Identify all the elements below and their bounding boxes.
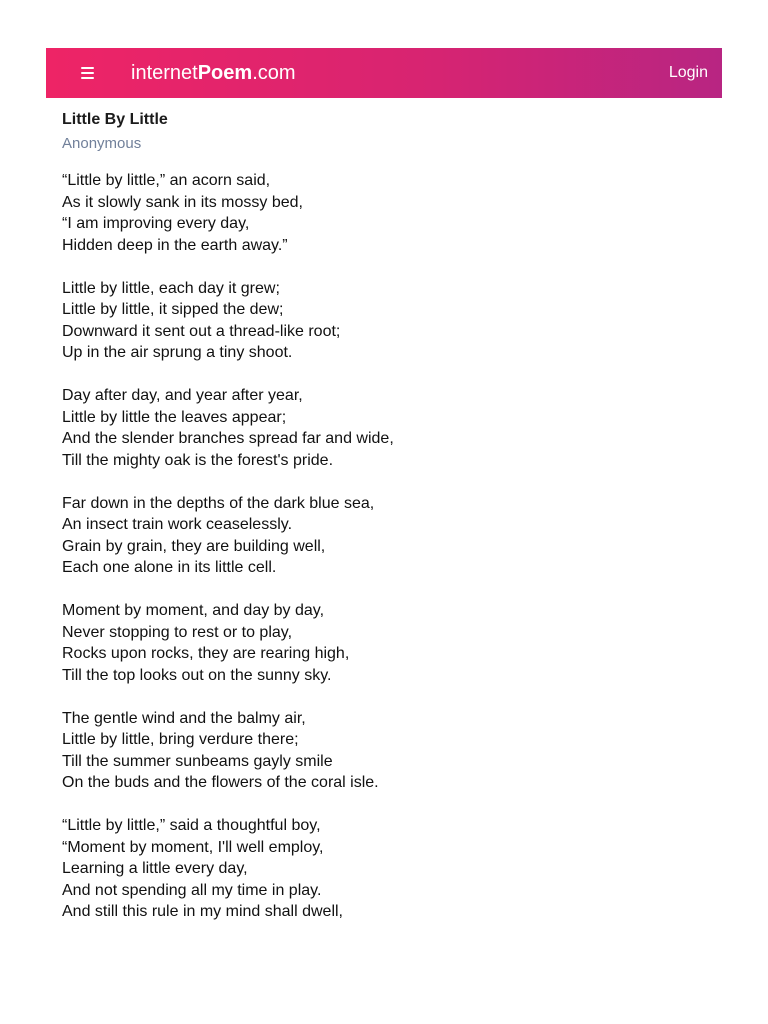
poem-line: Rocks upon rocks, they are rearing high, — [62, 645, 350, 662]
poem-line: Never stopping to rest or to play, — [62, 623, 293, 641]
poem-line: Till the mighty oak is the forest's pride. — [62, 451, 334, 469]
poem-line: Little by little, bring verdure there; — [62, 731, 299, 748]
poem-line: Each one alone in its little cell. — [62, 559, 277, 576]
poem-line: Day after day, and year after year, — [62, 387, 303, 404]
poem-line: “Little by little,” said a thoughtful boy, — [62, 817, 321, 834]
poem-line: And still this rule in my mind shall dwell, — [62, 903, 343, 920]
poem-line: Far down in the depths of the dark blue sea, — [62, 494, 375, 512]
poem-content — [62, 108, 702, 944]
login-link[interactable]: Login — [668, 64, 708, 81]
poem-line: The gentle wind and the balmy air, — [62, 709, 306, 727]
top-navbar — [46, 48, 722, 98]
poem-stanza — [62, 278, 702, 364]
poem-title: Little By Little — [62, 111, 168, 128]
poem-line: Little by little the leaves appear; — [62, 408, 287, 426]
poem-line: Till the top looks out on the sunny sky. — [62, 666, 332, 684]
poem-stanza — [62, 493, 702, 579]
poem-line: Moment by moment, and day by day, — [62, 602, 325, 619]
poem-line: And the slender branches spread far and wide, — [62, 430, 394, 447]
poem-line: “Moment by moment, I'll well employ, — [62, 838, 324, 856]
poem-line: Hidden deep in the earth away.” — [62, 236, 288, 254]
poem-stanza — [62, 815, 702, 923]
poem-line: As it slowly sank in its mossy bed, — [62, 193, 303, 211]
poem-line: Little by little, it sipped the dew; — [62, 301, 284, 318]
poem-line: An insect train work ceaselessly. — [62, 516, 293, 533]
poem-line: Up in the air sprung a tiny shoot. — [62, 344, 293, 361]
poem-line: On the buds and the flowers of the coral isle. — [62, 774, 379, 791]
brand-bold: Poem — [197, 62, 253, 84]
poem-line: “Little by little,” an acorn said, — [62, 172, 271, 189]
poem-stanza — [62, 170, 702, 256]
poem-line: “I am improving every day, — [62, 215, 250, 232]
poem-author-link[interactable]: Anonymous — [62, 135, 142, 152]
hamburger-menu-icon[interactable] — [78, 61, 98, 85]
poem-stanza — [62, 385, 702, 471]
poem-line: Little by little, each day it grew; — [62, 279, 280, 297]
poem-line: Grain by grain, they are building well, — [62, 537, 326, 555]
poem-line: And not spending all my time in play. — [62, 881, 322, 899]
poem-stanza — [62, 708, 702, 794]
poem-line: Till the summer sunbeams gayly smile — [62, 752, 333, 770]
brand-suffix: .com — [252, 62, 296, 84]
poem-stanza — [62, 600, 702, 686]
site-logo-link[interactable] — [131, 60, 296, 86]
brand-prefix: internet — [131, 62, 198, 84]
poem-line: Learning a little every day, — [62, 860, 248, 877]
poem-body — [62, 170, 702, 923]
poem-line: Downward it sent out a thread-like root; — [62, 322, 341, 340]
